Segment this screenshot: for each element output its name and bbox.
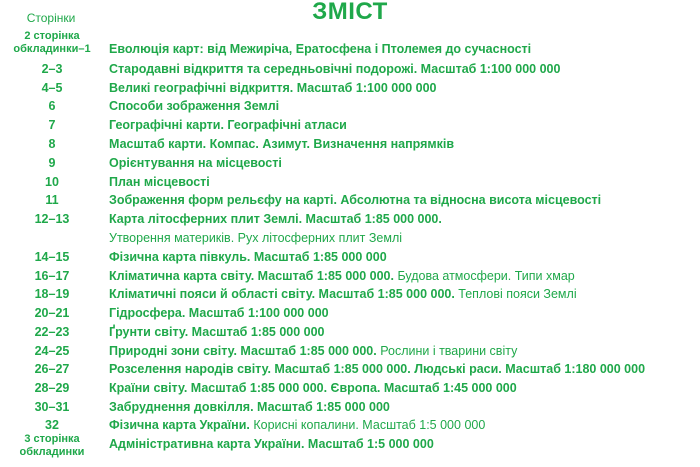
toc-page-number: 10: [45, 175, 59, 189]
toc-page-number: 7: [48, 118, 56, 132]
toc-entry-text: [109, 342, 517, 360]
toc-page-number: 24–25: [34, 344, 70, 358]
toc-entry-text: [109, 267, 575, 285]
toc-entry-title: Розселення народів світу. Масштаб 1:85 000 000. Людські раси. Масштаб 1:180 000 000: [109, 362, 646, 376]
toc-entry-text: [109, 40, 531, 58]
toc-entry: [0, 416, 700, 434]
toc-entry-subtitle: Корисні копалини. Масштаб 1:5 000 000: [249, 418, 486, 432]
toc-entry-title: Масштаб карти. Компас. Азимут. Визначення напрямків: [109, 137, 455, 151]
toc-entry-text: [109, 304, 329, 322]
toc-page-number: 9: [48, 156, 56, 170]
toc-entry-title: Кліматичні пояси й області світу. Масштаб 1:85 000 000.: [109, 287, 455, 301]
toc-entry: [0, 433, 700, 458]
toc-entry-text: [109, 173, 210, 191]
toc-entry-text: [109, 285, 577, 303]
toc-entry-text: [109, 398, 390, 416]
toc-entry-title: План місцевості: [109, 175, 210, 189]
toc-entry-title: Способи зображення Землі: [109, 99, 280, 113]
toc-page-number: 6: [48, 99, 56, 113]
toc-page-number: 4–5: [41, 81, 63, 95]
toc-entry-title: Ґрунти світу. Масштаб 1:85 000 000: [109, 325, 325, 339]
toc-entry-text: [109, 416, 485, 434]
toc-entry: [0, 229, 700, 247]
toc-entry: [0, 173, 700, 191]
toc-page-number: 30–31: [34, 400, 70, 414]
toc-entry: [0, 267, 700, 285]
toc-entry: [0, 191, 700, 209]
toc-entry: [0, 97, 700, 115]
toc-entry: [0, 379, 700, 397]
toc-page-number: 2 сторінка обкладинки–1: [13, 30, 91, 55]
toc-entry-title: Кліматична карта світу. Масштаб 1:85 000 000.: [109, 269, 394, 283]
toc-entry: [0, 285, 700, 303]
toc-entry: [0, 154, 700, 172]
toc-entry-text: [109, 116, 347, 134]
toc-entry-subtitle: Утворення материків. Рух літосферних плит Землі: [109, 231, 403, 245]
toc-entry-title: Карта літосферних плит Землі. Масштаб 1:85 000 000.: [109, 212, 442, 226]
toc-page-number: 28–29: [34, 381, 70, 395]
toc-entry: [0, 360, 700, 378]
pages-column-header: Сторінки: [26, 11, 76, 25]
toc-entry-text: [109, 79, 437, 97]
toc-entry-title: Фізична карта півкуль. Масштаб 1:85 000 000: [109, 250, 387, 264]
toc-page-number: 8: [48, 137, 56, 151]
toc-entry-title: Адміністративна карта України. Масштаб 1:5 000 000: [109, 437, 434, 451]
toc-page-number: 32: [45, 418, 59, 432]
toc-entry-title: Країни світу. Масштаб 1:85 000 000. Європа. Масштаб 1:45 000 000: [109, 381, 517, 395]
toc-entry-title: Зображення форм рельєфу на карті. Абсолютна та відносна висота місцевості: [109, 193, 602, 207]
toc-page-number: 2–3: [41, 62, 63, 76]
toc-entry: [0, 60, 700, 78]
toc-entry: [0, 79, 700, 97]
toc-entry-title: Забруднення довкілля. Масштаб 1:85 000 000: [109, 400, 390, 414]
toc-entry-text: [109, 229, 402, 247]
toc-page-number: 16–17: [34, 269, 70, 283]
toc-entry-text: [109, 135, 454, 153]
page-title: ЗМІСТ: [312, 0, 388, 25]
toc-page-number: 14–15: [34, 250, 70, 264]
toc-entry: [0, 342, 700, 360]
toc-entry-text: [109, 191, 601, 209]
toc-entry-subtitle: Будова атмосфери. Типи хмар: [394, 269, 575, 283]
toc-page-number: 12–13: [34, 212, 70, 226]
toc-entry-title: Великі географічні відкриття. Масштаб 1:100 000 000: [109, 81, 437, 95]
toc-entry-text: [109, 435, 434, 453]
toc-entry-title: Географічні карти. Географічні атласи: [109, 118, 347, 132]
toc-entry-text: [109, 379, 517, 397]
toc-entry-subtitle: Рослини і тварини світу: [376, 344, 518, 358]
toc-entry-title: Фізична карта України.: [109, 418, 250, 432]
toc-page-number: 18–19: [34, 287, 70, 301]
toc-entry-title: Гідросфера. Масштаб 1:100 000 000: [109, 306, 329, 320]
toc-entry: [0, 304, 700, 322]
toc-entry: [0, 248, 700, 266]
toc-entry: [0, 30, 700, 58]
toc-page-number: 11: [45, 193, 59, 207]
toc-entry-title: Еволюція карт: від Межиріча, Ератосфена і Птолемея до сучасності: [109, 42, 532, 56]
toc-page-number: 26–27: [34, 362, 70, 376]
toc-entry-subtitle: Теплові пояси Землі: [454, 287, 577, 301]
toc-entry-text: [109, 210, 442, 228]
toc-entry-text: [109, 154, 282, 172]
toc-page-number: 22–23: [34, 325, 70, 339]
toc-entry: [0, 116, 700, 134]
toc-entry-text: [109, 360, 645, 378]
toc-entry-title: Стародавні відкриття та середньовічні подорожі. Масштаб 1:100 000 000: [109, 62, 561, 76]
toc-entry-title: Орієнтування на місцевості: [109, 156, 282, 170]
toc-entry: [0, 398, 700, 416]
toc-entry-title: Природні зони світу. Масштаб 1:85 000 000.: [109, 344, 377, 358]
toc-entry: [0, 323, 700, 341]
toc-entry: [0, 210, 700, 228]
toc-entry-text: [109, 60, 560, 78]
toc-entry-text: [109, 97, 279, 115]
toc-entry-text: [109, 248, 387, 266]
toc-page-number: 20–21: [34, 306, 70, 320]
toc-entry-text: [109, 323, 325, 341]
toc-page-number: 3 сторінка обкладинки: [19, 433, 85, 458]
toc-entry: [0, 135, 700, 153]
